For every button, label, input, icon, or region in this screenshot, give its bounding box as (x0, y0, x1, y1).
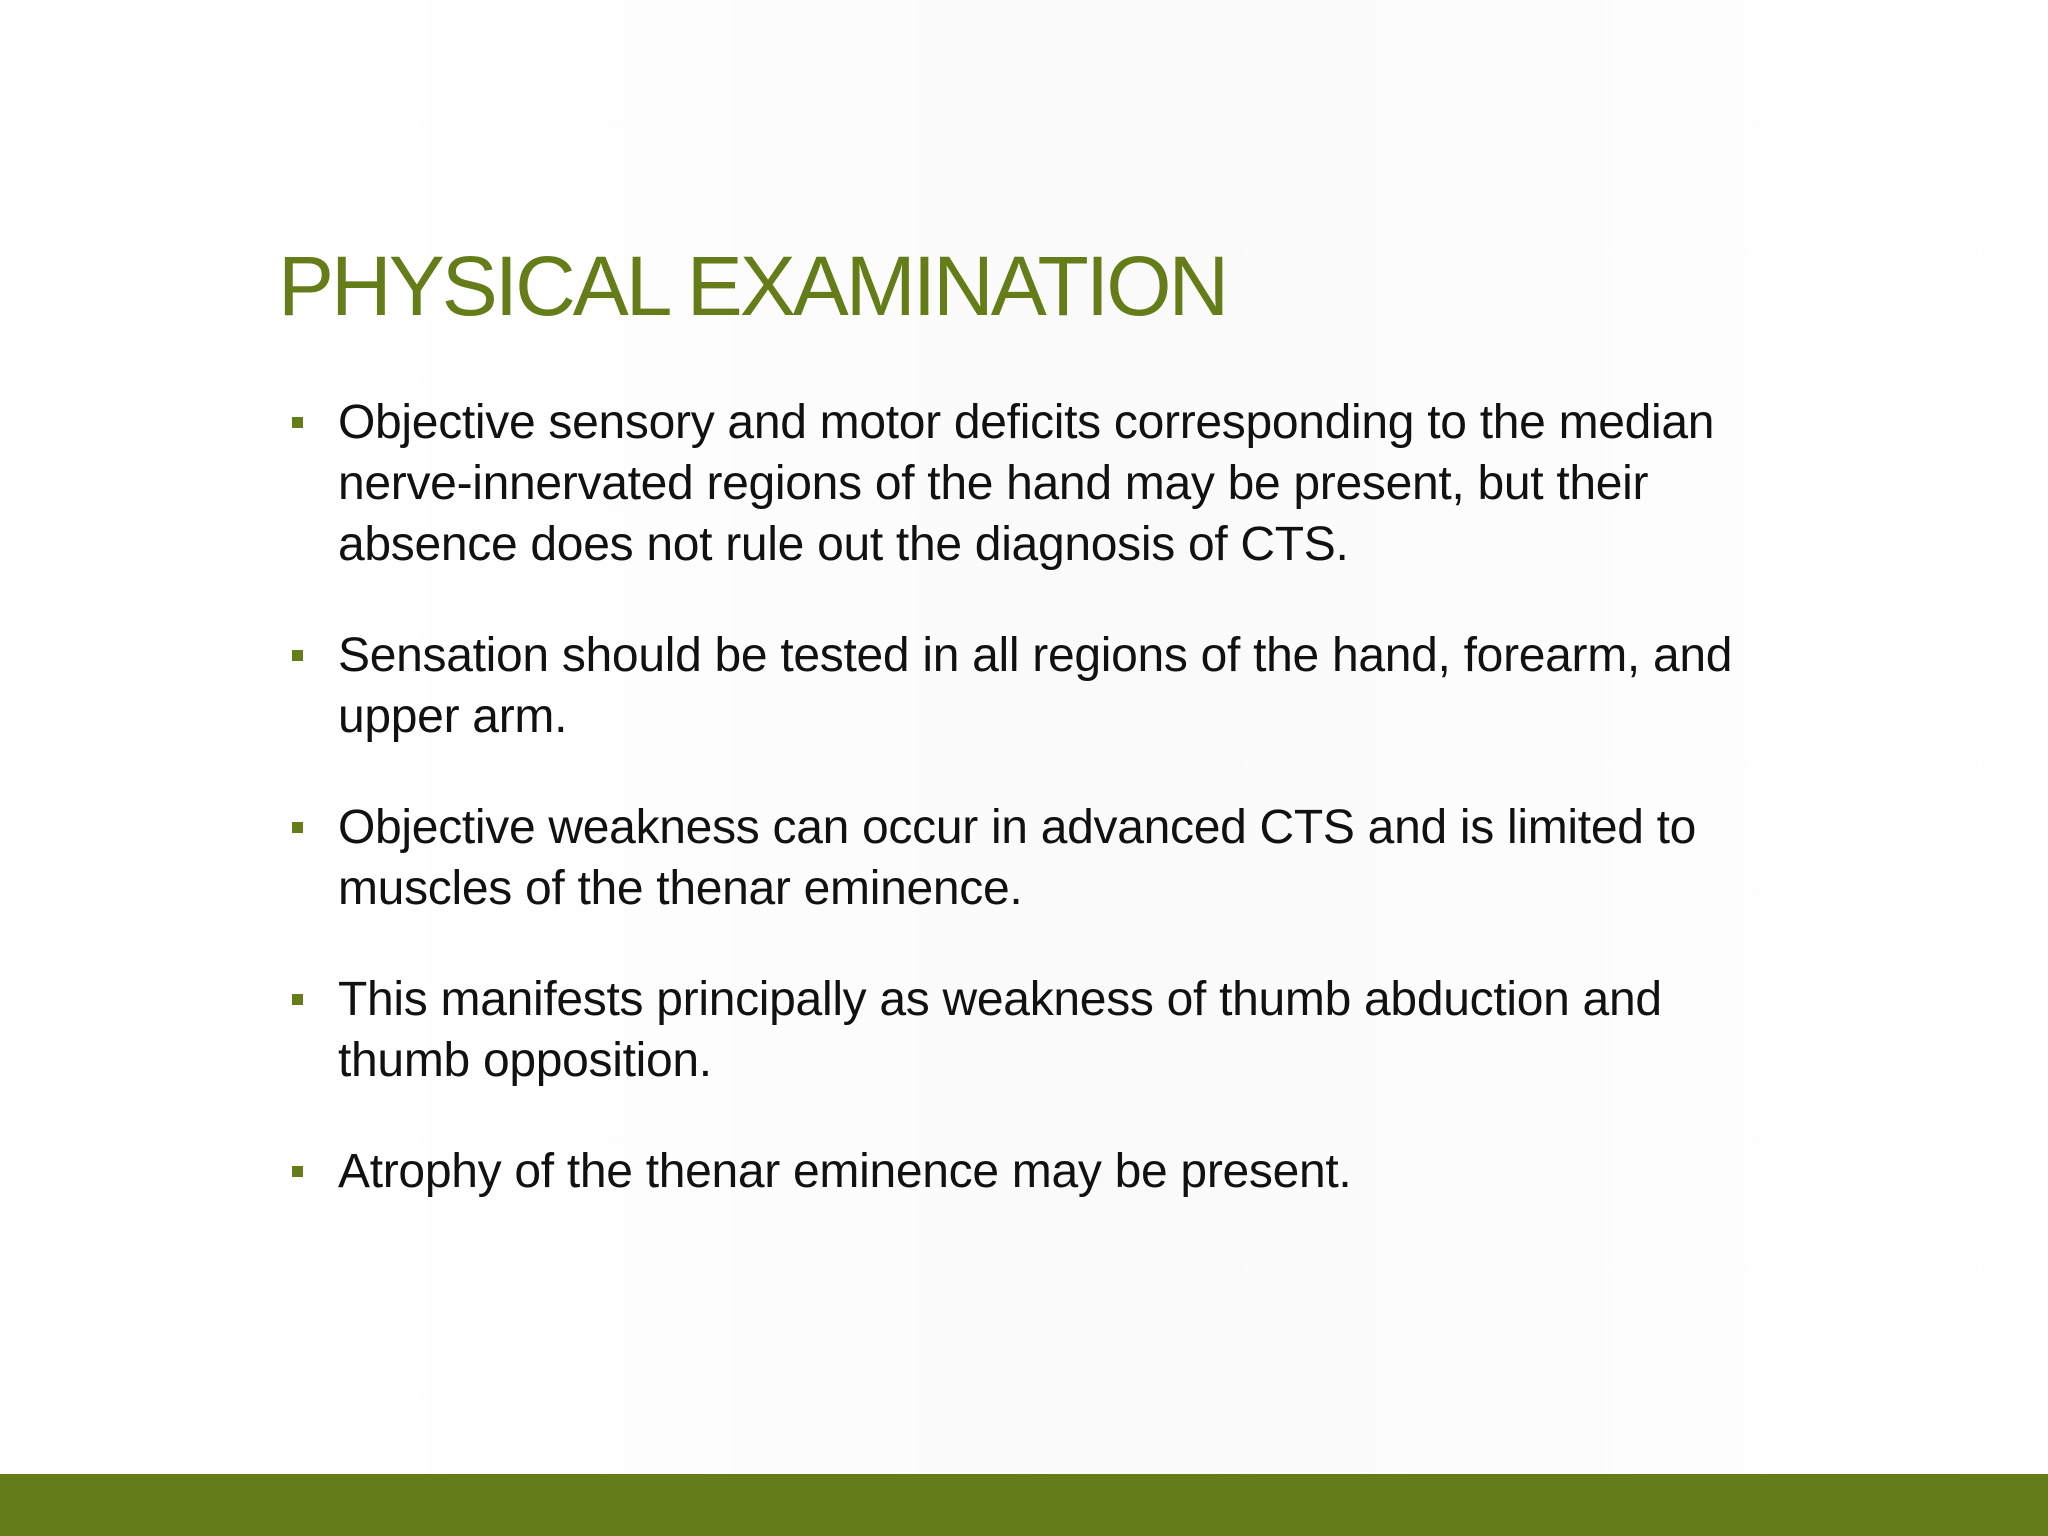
slide-title: PHYSICAL EXAMINATION (278, 239, 1227, 333)
bullet-text: This manifests principally as weakness of thumb abduction and thumb opposition. (338, 973, 1662, 1087)
footer-accent-bar (0, 1474, 2048, 1536)
bullet-item (288, 969, 1768, 1091)
bullet-list (288, 392, 1768, 1252)
square-bullet-icon (292, 1166, 303, 1177)
bullet-item (288, 1141, 1768, 1202)
square-bullet-icon (292, 994, 303, 1005)
square-bullet-icon (292, 822, 303, 833)
bullet-text: Objective weakness can occur in advanced CTS and is limited to muscles of the thenar eminence. (338, 801, 1697, 915)
square-bullet-icon (292, 650, 303, 661)
bullet-text: Sensation should be tested in all regions of the hand, forearm, and upper arm. (338, 629, 1733, 743)
bullet-text: Objective sensory and motor deficits corresponding to the median nerve-innervated regions of the hand may be present, but their absence does not rule out the diagnosis of CTS. (338, 396, 1715, 571)
bullet-text: Atrophy of the thenar eminence may be present. (338, 1145, 1352, 1198)
bullet-item (288, 797, 1768, 919)
square-bullet-icon (292, 417, 303, 428)
bullet-item (288, 625, 1768, 747)
bullet-item (288, 392, 1768, 575)
